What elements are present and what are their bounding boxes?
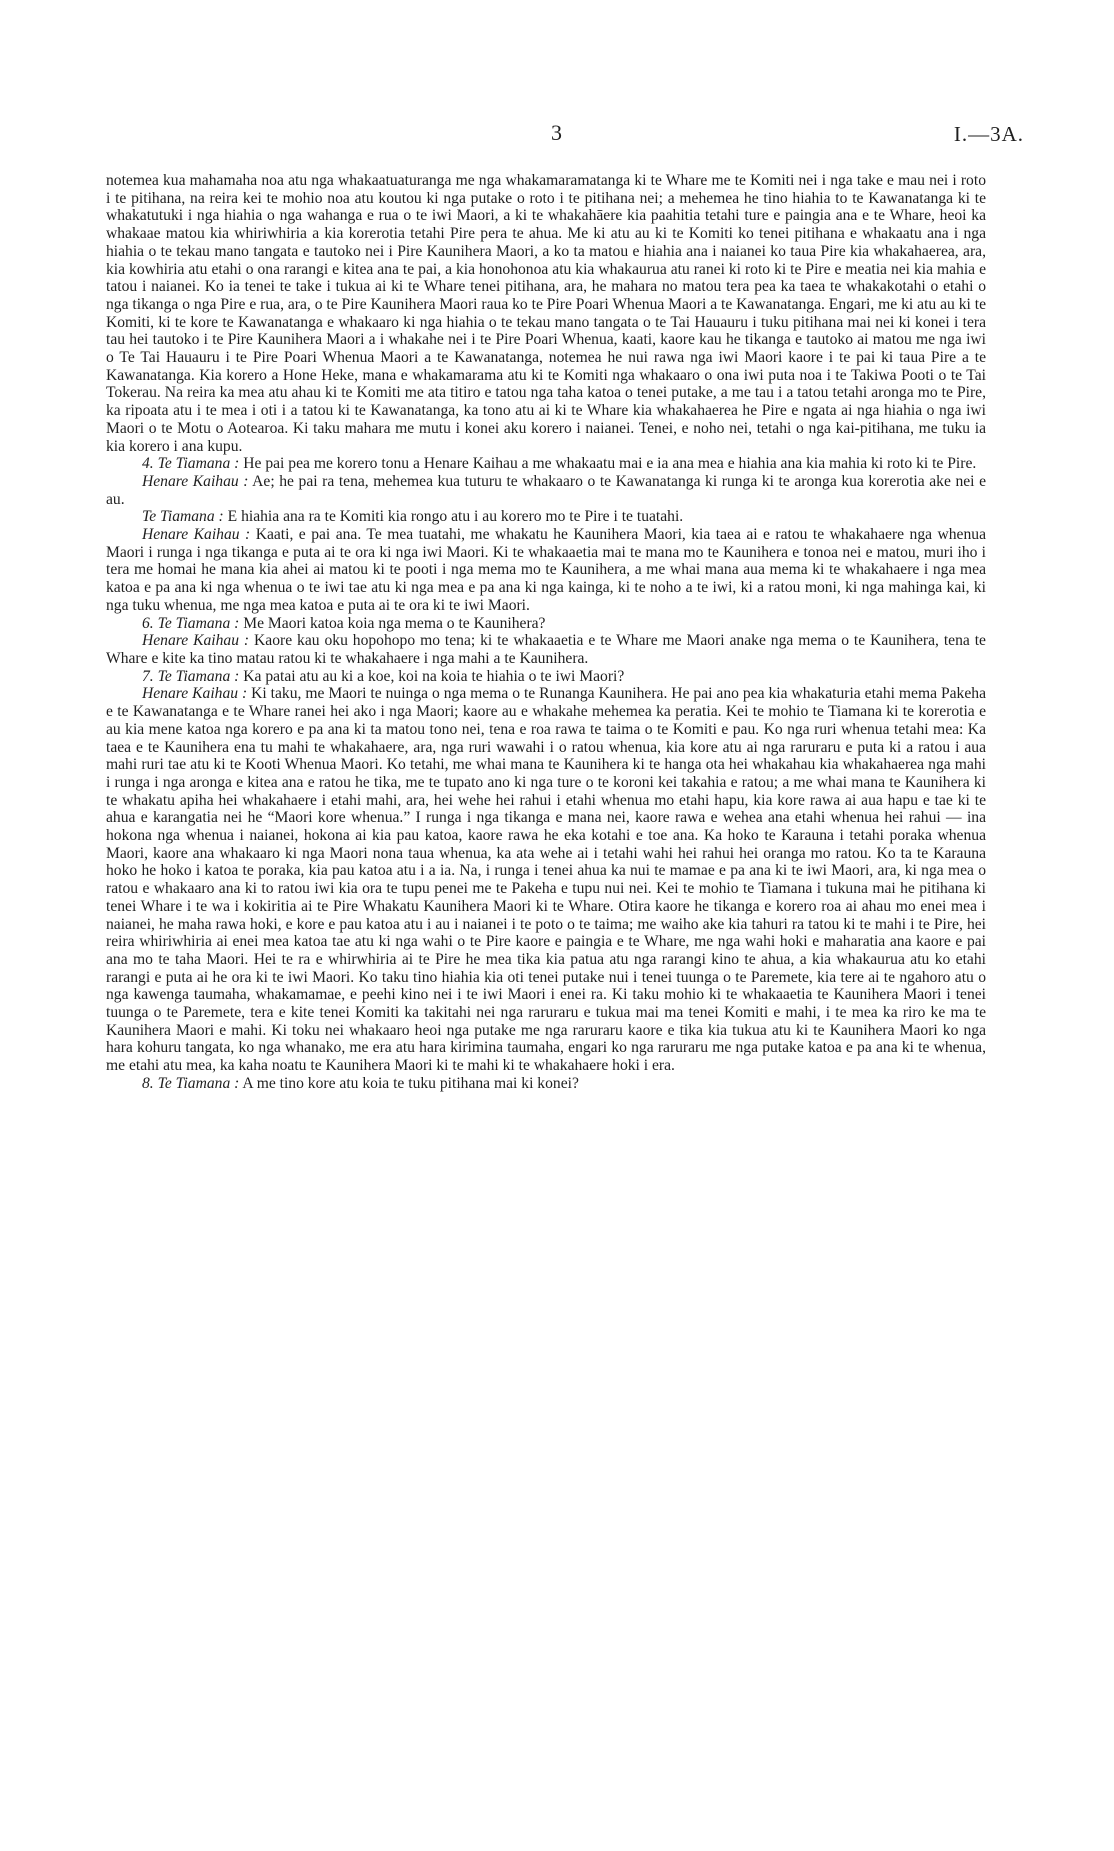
paragraph [106, 685, 986, 1074]
paragraph-text: Ka patai atu au ki a koe, koi na koia te hiahia o te iwi Maori? [243, 667, 625, 685]
paragraph [106, 632, 986, 667]
document-body [106, 172, 986, 1093]
paragraph-text: notemea kua mahamaha noa atu nga whakaatuaturanga me nga whakamaramatanga ki te Whare me te Komiti nei i nga take e mau nei i roto i te pitihana, na reira kei te mohio noa atu koutou ki nga putake o roto i te pitihana nei; a mehemea he tino hiahia to te Kawanatanga ki te whakatutuki i nga hiahia o nga wahanga e rua o te iwi Maori, a ki te whakahāere kia paahitia tetahi ture e paingia ana e te Whare, heoi ka whakaae matou kia whiriwhiria a kia korerotia tetahi Pire pera te ahua. Me ki atu au ki te Komiti ko tenei pitihana e whakaatu ana i nga hiahia o te tekau mano tangata e tautoko nei i Pire Kaunihera Maori, a ko ta matou e hiahia ana i naianei ko taua Pire kia whakahaerea, ara, kia kowhiria atu etahi o ona rarangi e kitea ana te pai, a kia honohonoa atu kia whakaurua atu ranei ki roto ki te Pire e meatia nei kia mahia e tatou i naianei. Ko ia tenei te take i tukua ai ki te Whare tenei pitihana, ara, he mahara no matou tera pea ka taea te whakakotahi o etahi o nga tikanga o nga Pire e rua, ara, o te Pire Kaunihera Maori raua ko te Pire Poari Whenua Maori a te Kawanatanga. Engari, me ki atu au ki te Komiti, ki te kore te Kawanatanga e whakaaro ki nga hiahia o te tekau mano tangata o te Tai Hauauru i tuku pitihana mai nei ki konei i tera tau hei tautoko i te Pire Kaunihera Maori a i whakahe nei i te Pire Poari Whenua, kaati, kaore kau he tikanga e tautoko ai matou me nga iwi o Te Tai Hauauru i te Pire Poari Whenua Maori a te Kawanatanga, notemea he nui rawa nga iwi Maori kaore i te pai ki taua Pire a te Kawanatanga. Kia korero a Hone Heke, mana e whakamarama atu ki te Komiti nga whakaaro o ona iwi puta noa i te Takiwa Pooti o te Tai Tokerau. Na reira ka mea atu ahau ki te Komiti me ata titiro e tatou nga taha katoa o tenei putake, a me tau i a tatou tetahi aronga mo te Pire, ka ripoata atu i te mea i oti i a tatou ki te Kawanatanga, ka tono atu ai ki te Whare kia whakahaerea he Pire e ngata ai nga hiahia o nga iwi Maori o te Motu o Aotearoa. Ki taku mahara me mutu i konei aku korero i naianei. Tenei, e noho nei, tetahi o nga kai-pitihana, me tuku ia kia korero i ana kupu. [106, 172, 986, 455]
document-reference: I.—3A. [953, 122, 1024, 146]
speaker-label: Henare Kaihau : [142, 685, 248, 703]
page-number: 3 [551, 120, 563, 145]
paragraph [106, 668, 986, 686]
paragraph-text: He pai pea me korero tonu a Henare Kaihau a me whakaatu mai e ia ana mea e hiahia ana kia mahia ki roto ki te Pire. [243, 455, 977, 473]
speaker-label: 4. Te Tiamana : [142, 455, 240, 473]
paragraph [106, 473, 986, 508]
speaker-label: 8. Te Tiamana : [142, 1074, 240, 1092]
paragraph-text: A me tino kore atu koia te tuku pitihana mai ki konei? [242, 1074, 579, 1092]
paragraph-text: Kaati, e pai ana. Te mea tuatahi, me whakatu he Kaunihera Maori, kia taea ai e ratou te whakahaere nga whenua Maori i runga i nga tikanga e puta ai te ora ki nga iwi Maori. Ki te whakaaetia mai te mana mo te Kaunihera e tonoa nei e matou, muri iho i tera me homai he mana kia ahei ai matou ki te pooti i nga mema mo te Kaunihera, a me whai mana aua mema ki te whakahaere i nga mea katoa e pa ana ki nga whenua o te iwi tae atu ki nga mea e pa ana ki nga kainga, ki te noho a te iwi, ki a ratou moni, ki nga mahinga kai, ki nga tuku whenua, me nga mea katoa e puta ai te ora ki te iwi Maori. [106, 526, 986, 614]
paragraph [106, 508, 986, 526]
paragraph [106, 615, 986, 633]
speaker-label: Te Tiamana : [142, 508, 224, 526]
paragraph [106, 526, 986, 615]
speaker-label: 7. Te Tiamana : [142, 667, 240, 685]
paragraph-text: E hiahia ana ra te Komiti kia rongo atu i au korero mo te Pire i te tuatahi. [227, 508, 684, 526]
speaker-label: Henare Kaihau : [142, 472, 249, 490]
paragraph-text: Kaore kau oku hopohopo mo tena; ki te whakaaetia e te Whare me Maori anake nga mema o te Kaunihera, tena te Whare e kite ka tino matau ratou ki te whakahaere i nga mahi a te Kaunihera. [106, 632, 986, 667]
paragraph-text: Ae; he pai ra tena, mehemea kua tuturu te whakaaro o te Kawanatanga ki runga ki te aronga kua korerotia ake nei e au. [106, 472, 986, 508]
paragraph [106, 455, 986, 473]
speaker-label: Henare Kaihau : [142, 526, 251, 544]
paragraph-text: Ki taku, me Maori te nuinga o nga mema o te Runanga Kaunihera. He pai ano pea kia whakaturia etahi mema Pakeha e te Kawanatanga e te Whare ranei hei ako i nga Maori; kaore au e whakahe mehemea ka peratia. Kei te mohio te Tiamana ki te korerotia e au kia mene katoa nga korero e pa ana ki ta matou tono nei, tena e roa rawa te taima o te Komiti e pau. Ko nga ruri whenua tetahi mea: Ka taea e te Kaunihera ena tu mahi te whakahaere, ara, nga ruri wawahi i o ratou whenua, kia kore atu ai nga raruraru e puta ki a ratou i aua mahi ruri tae atu ki te Kooti Whenua Maori. Ko tetahi, me whai mana te Kaunihera ki te hanga ota hei whakahau kia whakahaerea nga mahi i runga i nga aronga e kitea ana e ratou he tika, me te tupato ano ki nga ture o te koroni kei takahia e ratou; a me whai mana te Kaunihera ki te whakatu apiha hei whakahaere i etahi mahi, ara, hei wehe hei rahui i etahi whenua mo etahi hapu, kia kore rawa ai aua hapu e tae ki te ahua e karangatia nei he “Maori kore whenua.” I runga i nga tikanga e mana nei, kaore rawa e wehea ana etahi whenua hei rahui — ina hokona nga whenua i naianei, hokona ai kia pau katoa, kaore rawa he eka kotahi e toe ana. Ka hoko te Karauna i tetahi poraka whenua Maori, kaore ana whakaaro ki nga Maori nona taua whenua, ka ata wehe ai i tetahi wahi hei rahui hei oranga mo ratou. Ko ta te Karauna hoko he hoko i katoa te poraka, kia pau katoa atu i a ia. Na, i runga i tenei ahua ka nui te mamae e pa ana ki te iwi Maori, ara, ki nga mea o ratou e whakaaro ana ki to ratou iwi kia ora te tupu penei me te Pakeha e tupu nui nei. Kei te mohio te Tiamana i tukuna mai he pitihana ki tenei Whare i te wa i kokiritia ai te Pire Whakatu Kaunihera Maori ki te Whare. Otira kaore he tikanga e korero roa ai ahau mo enei mea i naianei, he maha rawa hoki, e kore e pau katoa atu i au i naianei i te poto o te taima; me waiho ake kia tahuri ra tatou ki te mahi i te Pire, hei reira whiriwhiria ai enei mea katoa tae atu ki nga wahi o te Pire kaore e paingia e te Whare, me nga wahi hoki e maharatia ana kaore e pai ana mo te taha Maori. Hei te ra e whirwhiria ai te Pire he mea tika kia patua atu nga rarangi kino te ahua, a kia whakaurua atu ko etahi rarangi e puta ai he ora ki te iwi Maori. Ko taku tino hiahia kia oti tenei putake nui i tenei tuunga o te Paremete, kia tere ai te ngahoro atu o nga kawenga taumaha, whakamamae, e peehi kino nei i te iwi Maori i enei ra. Ki taku mohio ki te whakaaetia te Kaunihera Maori i tenei tuunga o te Paremete, tera e kite tenei Komiti ka takitahi nei nga raruraru e tukua mai ma tenei Komiti e mahi, i te mea ka riro ke ma te Kaunihera Maori e mahi. Ki toku nei whakaaro heoi nga putake me nga raruraru kaore e tika kia tukua atu ki te Kaunihera Maori ko nga hara kohuru tangata, ko nga whanako, me era atu hara kirimina taumaha, engari ko nga raruraru me nga putake katoa e pa ana ki te whenua, me etahi atu mea, ka kaha noatu te Kaunihera Maori ki te mahi ki te whakahaere hoki i era. [106, 685, 986, 1075]
paragraph [106, 1075, 986, 1093]
speaker-label: 6. Te Tiamana : [142, 614, 240, 632]
paragraph-text: Me Maori katoa koia nga mema o te Kaunihera? [243, 614, 546, 632]
speaker-label: Henare Kaihau : [142, 632, 250, 650]
paragraph [106, 172, 986, 455]
